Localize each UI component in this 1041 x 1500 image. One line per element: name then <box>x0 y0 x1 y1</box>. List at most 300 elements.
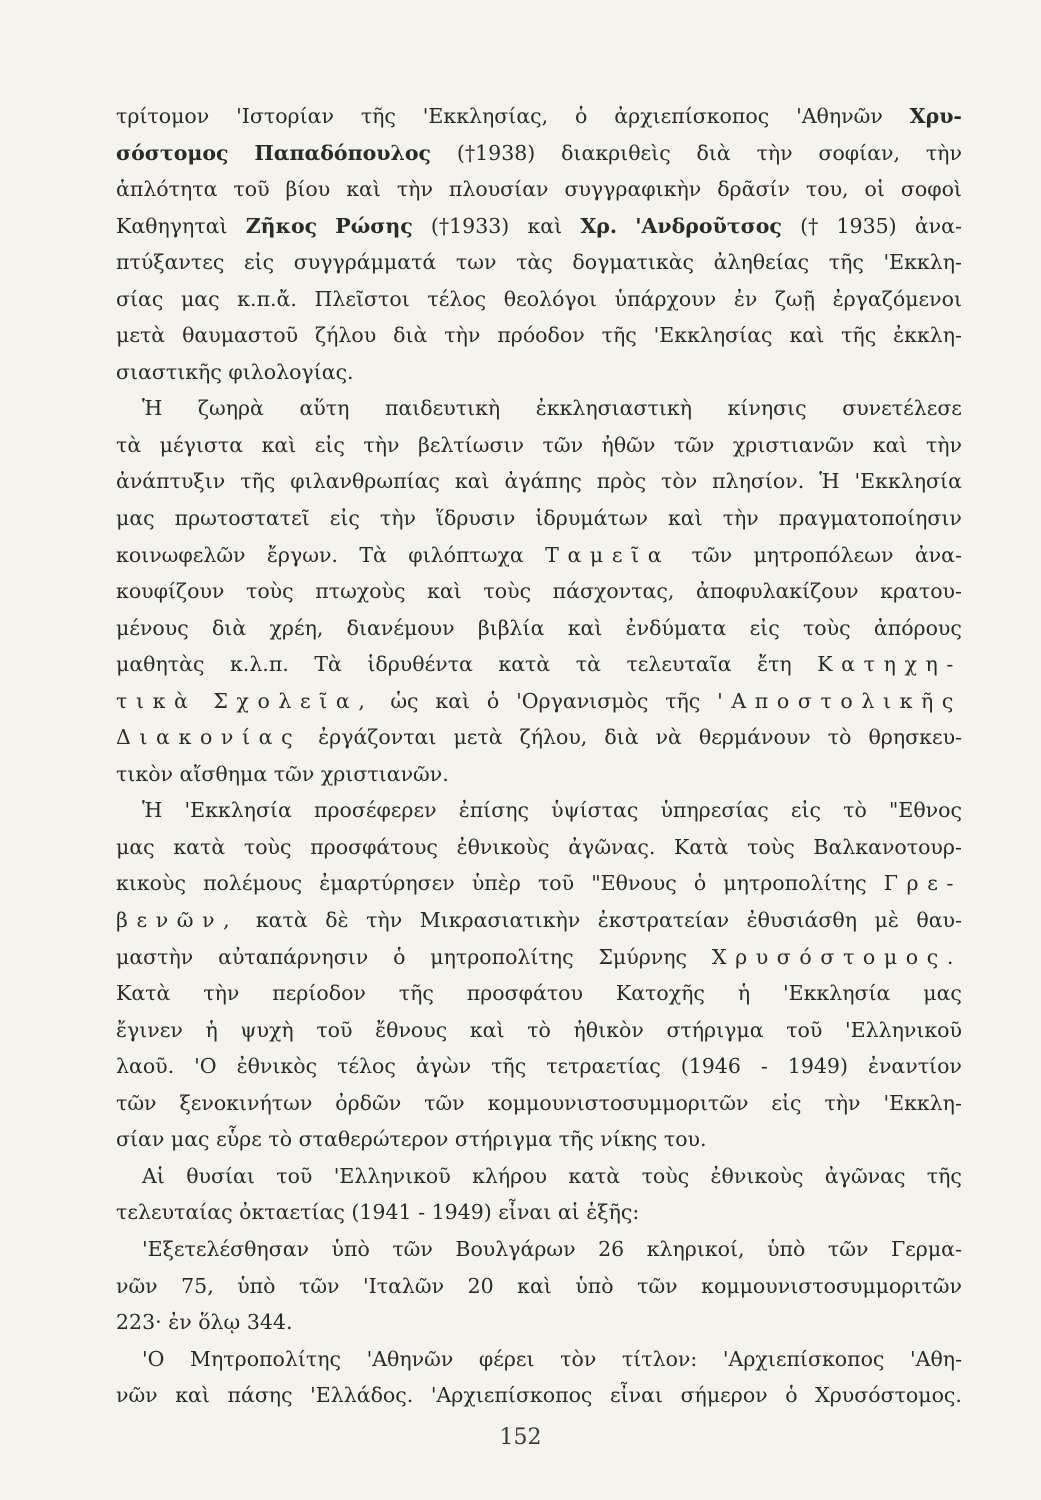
word: κοινωφελῶν <box>116 542 246 567</box>
word: Ἡ <box>142 798 163 823</box>
word: ἐκκλησιαστικὴ <box>535 396 692 421</box>
text-line <box>116 354 962 391</box>
word: εἶναι <box>609 1383 663 1408</box>
word: τῆς <box>841 323 877 348</box>
word: στήριγμα <box>666 1017 764 1042</box>
text-line <box>116 792 962 829</box>
word: νῶν <box>116 1273 158 1298</box>
word: ὡς <box>390 688 419 713</box>
word: βιβλία <box>477 615 545 640</box>
word: ἑξῆς: <box>586 1200 640 1225</box>
body-text <box>116 98 962 1414</box>
word: τῆς <box>240 469 276 494</box>
word: τετραετίας <box>546 1054 661 1079</box>
word: ἔθνους <box>375 1017 448 1042</box>
word: ἵδρυσιν <box>436 506 516 531</box>
word: συνετέλεσε <box>842 396 962 421</box>
word: λαοῦ. <box>116 1054 175 1079</box>
word: μετὰ <box>116 323 166 348</box>
word: ὁ <box>785 1383 798 1408</box>
word: Κατοχῆς <box>615 981 705 1006</box>
word: σοφοὶ <box>900 177 962 202</box>
word: μένους <box>116 615 189 640</box>
word: περίοδον <box>272 981 366 1006</box>
word: δρᾶσίν <box>717 177 790 202</box>
text-line <box>116 865 962 902</box>
word: στήριγμα <box>454 1127 553 1152</box>
word: 'Εκκλη- <box>883 250 962 275</box>
word: θαυ- <box>916 908 962 933</box>
word: τῶν <box>637 1273 678 1298</box>
word: Κατὰ <box>116 981 171 1006</box>
word: μητροπόλεων <box>753 542 894 567</box>
word: (†1938) <box>456 140 536 165</box>
word: των <box>455 250 497 275</box>
word: ἀγῶνας. <box>568 834 656 859</box>
word: Χρυ- <box>909 104 962 128</box>
word: σίας <box>116 286 164 311</box>
word: μετὰ <box>453 725 503 750</box>
word: τὴν <box>925 432 962 457</box>
word: 'Εξετελέσθησαν <box>142 1236 310 1261</box>
word: συγγραφικὴν <box>564 177 702 202</box>
word: ἐκστρατείαν <box>597 908 730 933</box>
text-line <box>116 719 962 756</box>
word: βίου <box>285 177 331 202</box>
word: ἠθῶν <box>601 432 656 457</box>
text-line <box>116 427 962 464</box>
word: μαθητὰς <box>116 652 205 677</box>
word: († <box>800 213 819 238</box>
word: ἁπλότητα <box>116 177 218 202</box>
word: φιλόπτωχα <box>408 542 524 567</box>
word: ἀνάπτυξιν <box>116 469 226 494</box>
word: εἰς <box>243 250 275 275</box>
word: τῶν <box>116 1090 157 1115</box>
word: νίκης <box>600 1127 658 1152</box>
text-line <box>116 171 962 208</box>
word: πτωχοὺς <box>315 579 406 604</box>
text-line <box>116 1158 962 1195</box>
word: κομμουνιστοσυμμοριτῶν <box>701 1273 962 1298</box>
word: 'Αθη- <box>910 1346 962 1371</box>
word: τὴν <box>363 432 400 457</box>
word: Ζῆκος <box>245 213 318 238</box>
word: ὅλῳ <box>198 1310 241 1335</box>
word: Βαλκανοτουρ- <box>813 834 962 859</box>
word: παιδευτικὴ <box>384 396 501 421</box>
word: κουφίζουν <box>116 579 225 604</box>
word: διακριθεὶς <box>561 140 671 165</box>
word: πραγματοποίησιν <box>778 506 962 531</box>
word: Ἡ <box>142 396 163 421</box>
word: ἀγάπης <box>504 469 582 494</box>
word: κρατου- <box>880 579 962 604</box>
word: σοφίαν, <box>818 140 901 165</box>
text-line <box>116 683 962 720</box>
word: μαστὴν <box>116 944 194 969</box>
text-line <box>116 135 962 172</box>
word: δογματικὰς <box>572 250 695 275</box>
word: μας <box>923 981 962 1006</box>
word: χριστιανῶν. <box>320 761 449 786</box>
word: κ.π.ἄ. <box>237 286 297 311</box>
word: τῶν <box>691 542 733 567</box>
word: θαυμαστοῦ <box>182 323 299 348</box>
word: Χρ. <box>580 213 618 238</box>
word: τῆς <box>398 981 434 1006</box>
word: πρωτοστατεῖ <box>174 506 310 531</box>
word: ὁ <box>393 944 406 969</box>
word: 26 <box>598 1236 625 1261</box>
word: ὀκταετίας <box>239 1200 345 1225</box>
word: τῆς <box>558 1127 594 1152</box>
word: ἐκκλη- <box>893 323 962 348</box>
word: τὴν <box>756 140 793 165</box>
word: Κατηχη- <box>817 652 962 677</box>
word: διὰ <box>211 615 247 640</box>
word: Σχολεῖα, <box>213 688 374 713</box>
word: αἱ <box>557 1200 580 1225</box>
word: (1941 <box>351 1200 412 1225</box>
text-line <box>116 537 962 574</box>
word: ἡ <box>205 1017 218 1042</box>
text-line <box>116 1231 962 1268</box>
word: ἔτη <box>757 652 792 677</box>
word: κατὰ <box>173 834 226 859</box>
word: τοῦ <box>786 1017 823 1042</box>
word: κίνησις <box>727 396 807 421</box>
word: 'Ο <box>194 1054 217 1079</box>
word: ψυχὴ <box>240 1017 294 1042</box>
word: τὴν <box>203 981 240 1006</box>
word: Βουλγάρων <box>455 1236 576 1261</box>
word: μέγιστα <box>159 432 244 457</box>
text-line <box>116 975 962 1012</box>
word: καὶ <box>517 1273 552 1298</box>
word: 'Εκκλησία <box>783 981 891 1006</box>
word: ἔργων. <box>266 542 338 567</box>
text-line <box>116 939 962 976</box>
text-line <box>116 244 962 281</box>
word: κλήρου <box>472 1163 548 1188</box>
word: τέλος <box>427 286 487 311</box>
word: βενῶν, <box>116 908 239 933</box>
word: δὲ <box>325 908 349 933</box>
word: καὶ <box>346 177 381 202</box>
text-line <box>116 281 962 318</box>
word: ἐν <box>733 286 758 311</box>
word: βελτίωσιν <box>417 432 525 457</box>
word: 'Οργανισμὸς <box>516 688 649 713</box>
word: νὰ <box>655 725 682 750</box>
word: πρόοδον <box>497 323 585 348</box>
text-line <box>116 390 962 427</box>
word: του. <box>663 1127 707 1152</box>
word: 'Αρχιεπίσκοπος <box>722 1346 885 1371</box>
word: προσέφερεν <box>313 798 437 823</box>
word: 'Ανδροῦτσος <box>635 213 782 238</box>
word: καὶ <box>469 1017 505 1042</box>
word: σταθερώτερον <box>298 1127 449 1152</box>
word: κατὰ <box>498 652 551 677</box>
word: καὶ <box>789 323 825 348</box>
word: τὴν <box>925 140 962 165</box>
word: τοὺς <box>483 579 532 604</box>
word: ἀγῶνας <box>824 1163 906 1188</box>
word: ἔγινεν <box>116 1017 183 1042</box>
word: τὰ <box>116 432 142 457</box>
word: ἠθικὸν <box>573 1017 644 1042</box>
word: τῆς <box>491 1054 527 1079</box>
word: 223· <box>116 1310 162 1335</box>
word: ἀγὼν <box>415 1054 472 1079</box>
word: τέλος <box>337 1054 396 1079</box>
word: ζωηρὰ <box>197 396 264 421</box>
text-line <box>116 1268 962 1305</box>
word: διὰ <box>696 140 731 165</box>
word: μας <box>170 1127 210 1152</box>
word: 'Ο <box>142 1346 165 1371</box>
word: αὕτη <box>299 396 350 421</box>
word: 20 <box>467 1273 494 1298</box>
text-line <box>116 1194 962 1231</box>
text-line <box>116 646 962 683</box>
word: εἰς <box>790 798 821 823</box>
word: τῶν <box>827 1236 869 1261</box>
word: διανέμουν <box>346 615 455 640</box>
word: τῆς <box>665 688 701 713</box>
word: τοὺς <box>802 615 851 640</box>
word: "Εθνους <box>591 871 677 896</box>
text-line <box>116 573 962 610</box>
word: Ταμεῖα <box>545 542 671 567</box>
text-line <box>116 463 962 500</box>
word: πτύξαντες <box>116 250 225 275</box>
text-line <box>116 208 962 245</box>
word: αὐταπάρνησιν <box>218 944 369 969</box>
word: σιαστικῆς <box>116 359 222 384</box>
word: ἐργαζόμενοι <box>832 286 962 311</box>
word: 'Ελληνικοῦ <box>333 1163 451 1188</box>
word: τρίτομον <box>116 104 210 128</box>
word: τὴν <box>379 506 416 531</box>
word: ξενοκινήτων <box>179 1090 313 1115</box>
word: Χρυσόστομος. <box>711 944 962 969</box>
word: Ἡ <box>819 469 840 494</box>
word: σόστομος <box>116 140 229 165</box>
word: τῆς <box>828 250 864 275</box>
word: χριστιανῶν <box>732 432 855 457</box>
word: τίτλον: <box>621 1346 698 1371</box>
word: τελευταῖα <box>626 652 732 677</box>
word: τὰς <box>516 250 553 275</box>
word: εἰς <box>329 506 360 531</box>
word: ζωῇ <box>774 286 815 311</box>
word: Μητροπολίτης <box>190 1346 341 1371</box>
word: τελευταίας <box>116 1200 233 1225</box>
word: ὀρδῶν <box>335 1090 402 1115</box>
word: πάσχοντας, <box>552 579 675 604</box>
word: πάσης <box>227 1383 293 1408</box>
word: Γερμα- <box>890 1236 962 1261</box>
word: πολέμους <box>203 871 303 896</box>
word: διὰ <box>393 323 428 348</box>
word: μητροπολίτης <box>430 944 574 969</box>
word: 'Ελληνικοῦ <box>845 1017 962 1042</box>
word: φέρει <box>478 1346 535 1371</box>
word: ἱδρυμάτων <box>535 506 648 531</box>
word: μὲ <box>874 908 899 933</box>
word: τικὰ <box>116 688 197 713</box>
word: εἰς <box>314 432 345 457</box>
word: ἐθυσιάσθη <box>746 908 857 933</box>
word: καὶ <box>667 506 703 531</box>
word: φιλολογίας. <box>228 359 354 384</box>
text-line <box>116 1377 962 1414</box>
word: τὸ <box>527 1017 551 1042</box>
word: τὴν <box>366 908 403 933</box>
word: εἶναι <box>498 1200 552 1225</box>
word: 'Αθηνῶν <box>796 104 883 128</box>
word: 1949) <box>787 1054 848 1079</box>
word: καὶ <box>872 432 908 457</box>
word: ζήλου, <box>519 725 588 750</box>
word: τῆς <box>360 104 396 128</box>
word: τοῦ <box>233 177 270 202</box>
word: 'Εκκλησία <box>184 798 292 823</box>
word: φιλανθρωπίας <box>290 469 440 494</box>
word: τῶν <box>273 761 315 786</box>
word: ἐθνικοὺς <box>710 1163 804 1188</box>
text-line <box>116 500 962 537</box>
text-line <box>116 1121 962 1158</box>
word: ἡ <box>737 981 751 1006</box>
word: ἀποφυλακίζουν <box>696 579 859 604</box>
word: τικὸν <box>116 761 173 786</box>
word: ὁ <box>575 104 588 128</box>
word: χρέη, <box>269 615 324 640</box>
word: θερμάνουν <box>698 725 811 750</box>
text-line <box>116 1341 962 1378</box>
word: καὶ <box>527 213 563 238</box>
word: του, <box>805 177 849 202</box>
word: Κατὰ <box>674 834 729 859</box>
word: τὸν <box>560 1346 597 1371</box>
word: ὑπὸ <box>767 1236 806 1261</box>
word: ἐργάζονται <box>318 725 437 750</box>
word: θρησκευ- <box>868 725 962 750</box>
word: 1949) <box>431 1200 492 1225</box>
word: τῆς <box>926 1163 962 1188</box>
word: κικοὺς <box>116 871 186 896</box>
word: τῆς <box>601 323 637 348</box>
text-line <box>116 902 962 939</box>
word: ἐθνικοὺς <box>456 834 550 859</box>
word: νῶν <box>116 1383 158 1408</box>
word: τῶν <box>298 1273 340 1298</box>
word: ὑπὸ <box>237 1273 276 1298</box>
word: μας <box>116 834 155 859</box>
word: ζήλου <box>314 323 377 348</box>
word: τὰ <box>575 652 601 677</box>
word: 'Ιταλῶν <box>363 1273 445 1298</box>
word: αἴσθημα <box>179 761 268 786</box>
word: πλησίον. <box>712 469 805 494</box>
word: τὸ <box>827 725 852 750</box>
word: ὁ <box>486 688 500 713</box>
word: καὶ <box>435 688 471 713</box>
word: Ρώσης <box>335 213 413 238</box>
word: 75, <box>181 1273 214 1298</box>
word: ὑψίστας <box>551 798 639 823</box>
text-line <box>116 829 962 866</box>
word: τῶν <box>392 1236 433 1261</box>
word: οἱ <box>864 177 885 202</box>
word: Τὰ <box>314 652 342 677</box>
word: κατὰ <box>568 1163 621 1188</box>
word: ὑπηρεσίας <box>660 798 769 823</box>
word: ὑπὸ <box>331 1236 370 1261</box>
word: τοῦ <box>316 1017 353 1042</box>
text-line <box>116 610 962 647</box>
word: τοὺς <box>747 834 795 859</box>
text-line <box>116 1048 962 1085</box>
word: ἐνδύματα <box>625 615 727 640</box>
word: πρὸς <box>596 469 647 494</box>
word: 'Ελλάδος. <box>310 1383 414 1408</box>
word: τοὺς <box>243 834 292 859</box>
word: εἰς <box>749 615 780 640</box>
word: τῶν <box>542 432 584 457</box>
word: τὸ <box>268 1127 293 1152</box>
word: ὑπὸ <box>575 1273 614 1298</box>
word: καὶ <box>567 615 603 640</box>
word: προσφάτου <box>466 981 583 1006</box>
word: ἀληθείας <box>713 250 810 275</box>
word: 'Ιστορίαν <box>236 104 334 128</box>
text-line <box>116 1304 962 1341</box>
word: Τὰ <box>359 542 387 567</box>
word: πλουσίαν <box>448 177 549 202</box>
word: 'Εκκλησίας <box>653 323 773 348</box>
word: - <box>418 1200 426 1225</box>
word: συγγράμματά <box>293 250 437 275</box>
word: μας <box>180 286 220 311</box>
word: θεολόγοι <box>503 286 598 311</box>
text-line <box>116 1012 962 1049</box>
word: τοὺς <box>641 1163 690 1188</box>
word: τὴν <box>396 177 433 202</box>
word: Χρυσόστομος. <box>815 1383 962 1408</box>
word: Σμύρνης <box>598 944 687 969</box>
word: 344. <box>246 1310 293 1335</box>
text-line <box>116 98 962 135</box>
word: ὑπὲρ <box>471 871 521 896</box>
word: σίαν <box>116 1127 165 1152</box>
word: διὰ <box>604 725 639 750</box>
word: τῶν <box>673 432 715 457</box>
word: καὶ <box>454 469 490 494</box>
text-line <box>116 317 962 354</box>
word: ἐπίσης <box>458 798 529 823</box>
word: Μικρασιατικὴν <box>419 908 581 933</box>
word: ἐθνικὸς <box>236 1054 318 1079</box>
word: κομμουνιστοσυμμοριτῶν <box>487 1090 749 1115</box>
word: εὗρε <box>216 1127 262 1152</box>
word: ἱδρυθέντα <box>367 652 473 677</box>
word: καὶ <box>427 579 462 604</box>
